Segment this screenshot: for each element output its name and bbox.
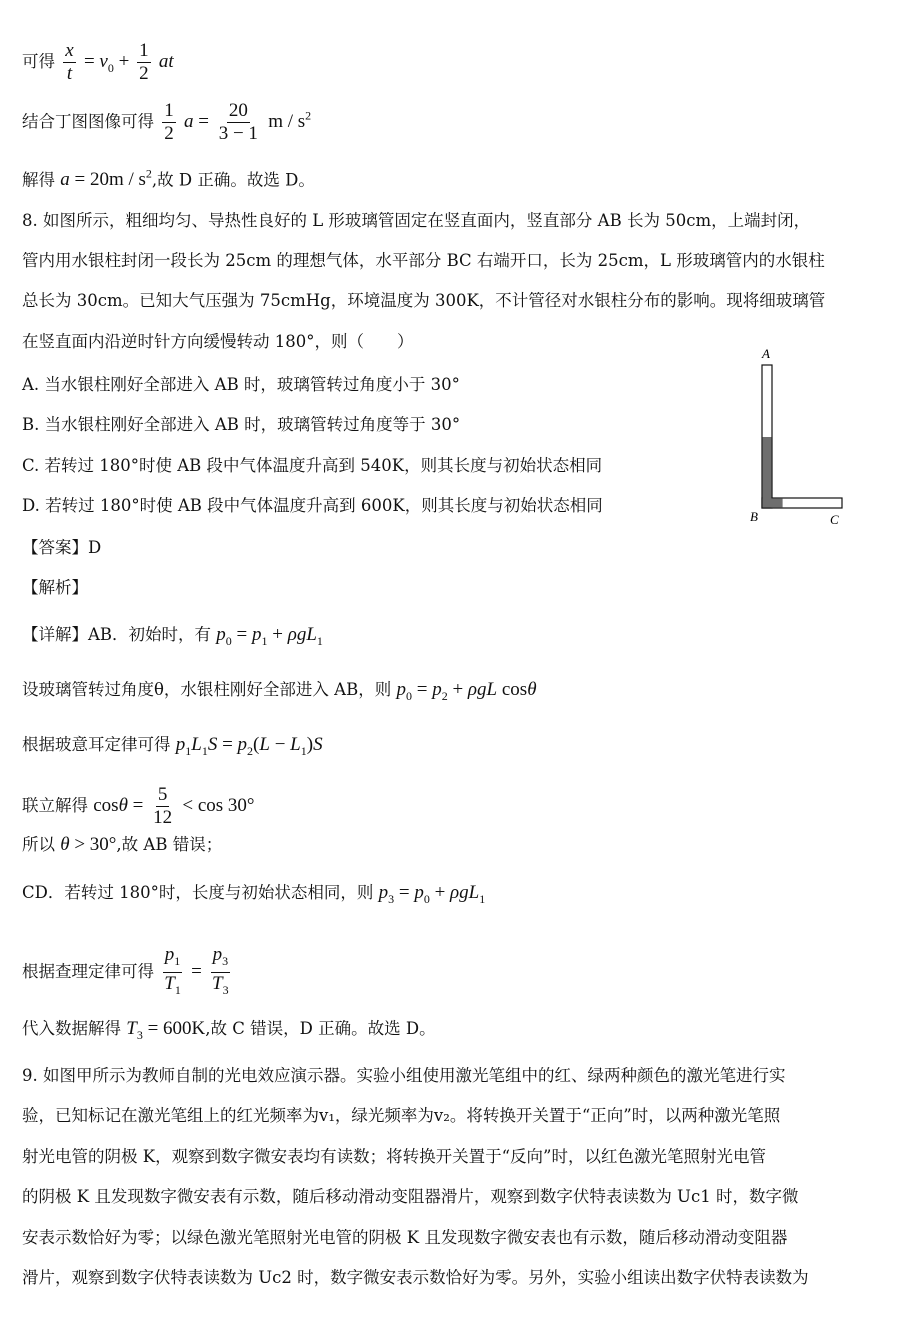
fraction-half: $\frac{1}{2}$ — [139, 40, 149, 84]
q9-line: 射光电管的阴极 K，观察到数字微安表均有读数；将转换开关置于“反向”时，以红色激光笔照射光电管 — [22, 1147, 766, 1166]
text: 结合丁图图像可得 — [22, 112, 154, 131]
text: 联立解得 — [22, 796, 88, 815]
q8-line: 管内用水银柱封闭一段长为 25cm 的理想气体，水平部分 BC 右端开口，长为 25cm，L 形玻璃管内的水银柱 — [22, 251, 825, 270]
analysis-heading: 【解析】 — [22, 578, 88, 597]
answer: 【答案】D — [22, 538, 102, 557]
text: CD．若转过 180°时，长度与初始状态相同，则 — [22, 883, 374, 902]
detail-line-3: 根据玻意耳定律可得 $p_1L_1S = p_2(L - L_1)S$ — [22, 734, 323, 758]
text: 解得 — [22, 170, 55, 190]
fraction-p1-over-t1: $\frac{p_1}{T_1}$ — [164, 944, 181, 997]
text: 可得 — [22, 52, 55, 71]
q9-line: 9. 如图甲所示为教师自制的光电效应演示器。实验小组使用激光笔组中的红、绿两种颜色的激光笔进行实 — [22, 1066, 786, 1085]
label-b: B — [750, 509, 758, 524]
option-c: C. 若转过 180°时使 AB 段中气体温度升高到 540K，则其长度与初始状态相同 — [22, 456, 603, 475]
fraction-x-over-t: $\frac{x}{t}$ — [65, 40, 74, 84]
option-b: B. 当水银柱刚好全部进入 AB 时，玻璃管转过角度等于 30° — [22, 415, 461, 434]
fraction-20-over-3-1: $\frac{20}{3 - 1}$ — [218, 100, 258, 144]
detail-line-6: CD．若转过 180°时，长度与初始状态相同，则 $p_3 = p_0 + \rho gL_1$ — [22, 882, 486, 906]
fraction-p3-over-t3: $\frac{p_3}{T_3}$ — [212, 944, 229, 997]
q8-line: 8. 如图所示，粗细均匀、导热性良好的 L 形玻璃管固定在竖直面内，竖直部分 AB 长为 50cm，上端封闭， — [22, 211, 811, 230]
q8-line: 在竖直面内沿逆时针方向缓慢转动 180°，则（ ） — [22, 332, 414, 351]
equation-line-1: 可得 $\frac{x}{t}$ = $v_0$ + $\frac{1}{2}$ at — [22, 40, 174, 84]
q9-line: 的阴极 K 且发现数字微安表有示数，随后移动滑动变阻器滑片，观察到数字伏特表读数为 Uc1 时，数字微 — [22, 1187, 799, 1206]
text: 设玻璃管转过角度θ，水银柱刚好全部进入 AB，则 — [22, 680, 392, 699]
text: ,故 D 正确。故选 D。 — [151, 170, 315, 190]
q9-line: 验，已知标记在激光笔组上的红光频率为v₁，绿光频率为v₂。将转换开关置于“正向”时，以两种激光笔照 — [22, 1106, 781, 1125]
option-d: D. 若转过 180°时使 AB 段中气体温度升高到 600K，则其长度与初始状态相同 — [22, 496, 603, 515]
text: 根据玻意耳定律可得 — [22, 735, 171, 754]
text: 根据查理定律可得 — [22, 961, 154, 981]
mercury-corner — [763, 437, 772, 507]
detail-line-8: 代入数据解得 $T_3 = 600K$,故 C 错误，D 正确。故选 D。 — [22, 1018, 436, 1042]
fraction-half: $\frac{1}{2}$ — [164, 100, 174, 144]
option-a: A. 当水银柱刚好全部进入 AB 时，玻璃管转过角度小于 30° — [22, 375, 460, 394]
text: 代入数据解得 — [22, 1019, 121, 1038]
text: ,故 C 错误，D 正确。故选 D。 — [205, 1019, 436, 1038]
equation-line-3: 解得 $a = 20m / s^2$,故 D 正确。故选 D。 — [22, 167, 315, 191]
detail-line-2: 设玻璃管转过角度θ，水银柱刚好全部进入 AB，则 $p_0 = p_2 + \rho gL$ cosθ — [22, 679, 537, 703]
detail-line-4: 联立解得 cosθ = $\frac{5}{12}$ < cos 30° — [22, 784, 255, 828]
mercury-horizontal — [763, 499, 783, 508]
text: ,故 AB 错误； — [116, 835, 223, 854]
detail-line-5: 所以 θ > 30°,故 AB 错误； — [22, 834, 223, 855]
label-a: A — [762, 346, 770, 361]
detail-line-7: 根据查理定律可得 $\frac{p_1}{T_1}$ = $\frac{p_3}{T_3}$ — [22, 944, 234, 1001]
detail-line-1: 【详解】AB．初始时，有 $p_0 = p_1 + \rho gL_1$ — [22, 624, 323, 648]
q9-line: 滑片，观察到数字伏特表读数为 Uc2 时，数字微安表示数恰好为零。另外，实验小组读出数字伏特表读数为 — [22, 1268, 809, 1287]
text: 【详解】AB．初始时，有 — [22, 625, 212, 644]
equation-line-2: 结合丁图图像可得 $\frac{1}{2}$ a = $\frac{20}{3 - 1}$ m / $s^2$ — [22, 100, 312, 144]
q8-line: 总长为 30cm。已知大气压强为 75cmHg，环境温度为 300K，不计管径对水银柱分布的影响。现将细玻璃管 — [22, 291, 826, 310]
q9-line: 安表示数恰好为零；以绿色激光笔照射光电管的阴极 K 且发现数字微安表也有示数，随后移动滑动变阻器 — [22, 1228, 788, 1247]
label-c: C — [830, 512, 839, 527]
text: 所以 — [22, 835, 55, 854]
l-tube-figure — [748, 345, 858, 530]
fraction-5-over-12: $\frac{5}{12}$ — [153, 784, 173, 828]
